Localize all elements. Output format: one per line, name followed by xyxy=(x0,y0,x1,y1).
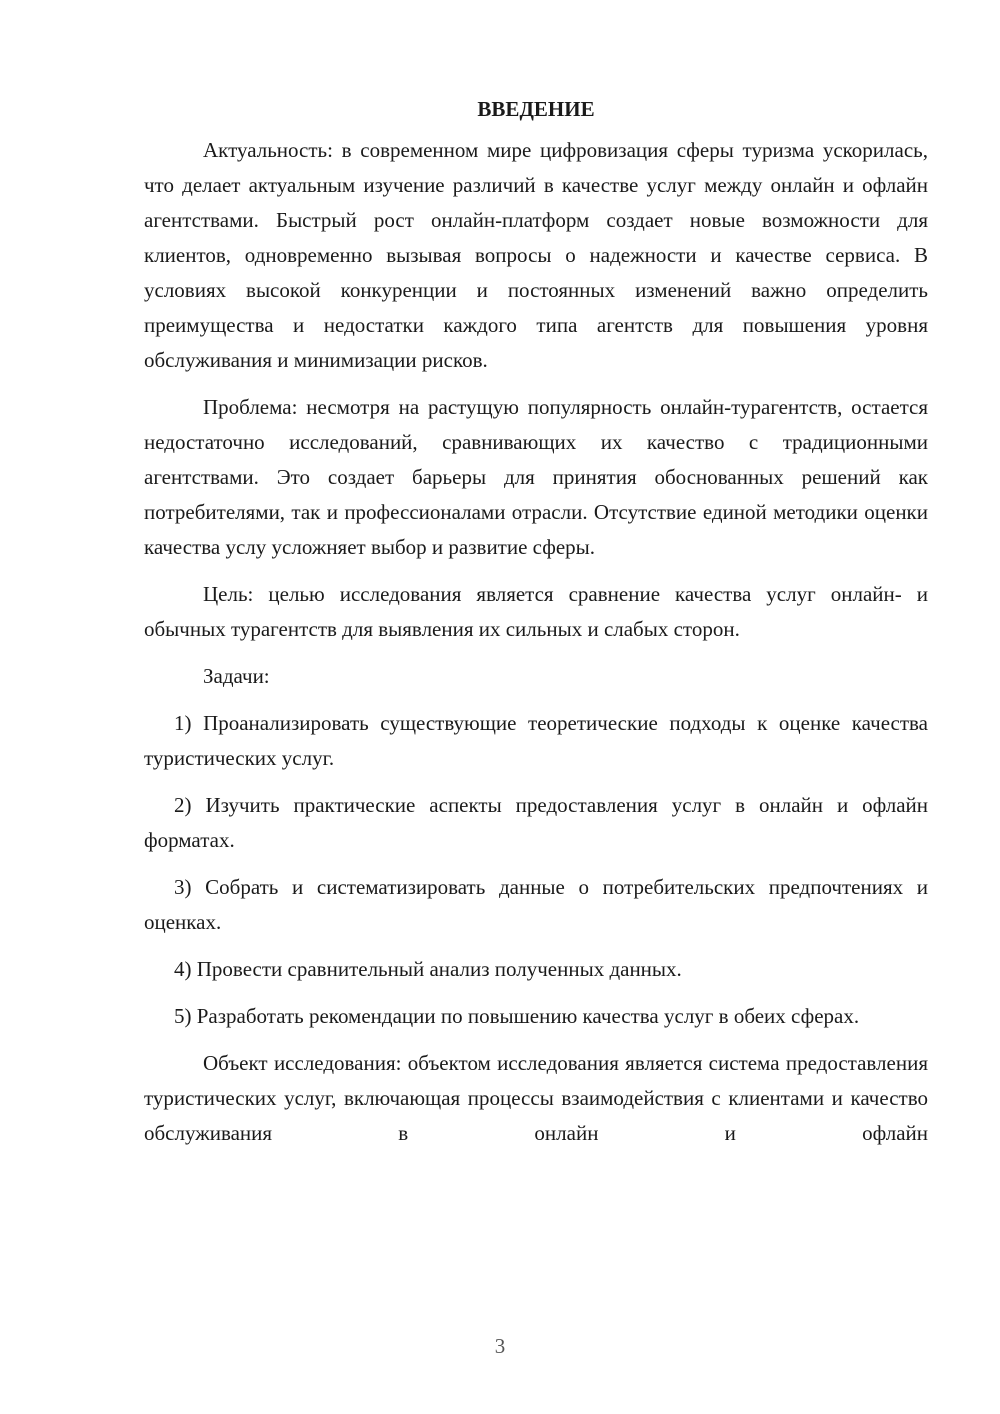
tasks-heading: Задачи: xyxy=(203,664,270,688)
task-item: 2) Изучить практические аспекты предоставления услуг в онлайн и офлайн форматах. xyxy=(144,793,928,852)
task-item: 1) Проанализировать существующие теоретические подходы к оценке качества туристических услуг. xyxy=(144,711,928,770)
goal-paragraph: Цель: целью исследования является сравнение качества услуг онлайн- и обычных турагентств для выявления их сильных и слабых сторон. xyxy=(144,582,928,641)
page-number: 3 xyxy=(494,1334,506,1358)
document-page xyxy=(144,92,928,1163)
object-paragraph: Объект исследования: объектом исследования является система предоставления туристических услуг, включающая процессы взаимодействия с клиентами и качество обслуживания в онлайн и офлайн xyxy=(144,1051,928,1145)
page-title: ВВЕДЕНИЕ xyxy=(477,97,595,121)
task-item: 4) Провести сравнительный анализ полученных данных. xyxy=(174,957,682,981)
task-item: 3) Собрать и систематизировать данные о потребительских предпочтениях и оценках. xyxy=(144,875,928,934)
problem-paragraph: Проблема: несмотря на растущую популярность онлайн-турагентств, остается недостаточно исследований, сравнивающих их качество с традиционными агентствами. Это создает барьеры для принятия обоснованных решений как потребителями, так и профессионалами отрасли. Отсутствие единой методики оценки качества услу усложняет выбор и развитие сферы. xyxy=(144,395,928,559)
task-item: 5) Разработать рекомендации по повышению качества услуг в обеих сферах. xyxy=(174,1004,860,1028)
relevance-paragraph: Актуальность: в современном мире цифровизация сферы туризма ускорилась, что делает актуальным изучение различий в качестве услуг между онлайн и офлайн агентствами. Быстрый рост онлайн-платформ создает новые возможности для клиентов, одновременно вызывая вопросы о надежности и качестве сервиса. В условиях высокой конкуренции и постоянных изменений важно определить преимущества и недостатки каждого типа агентств для повышения уровня обслуживания и минимизации рисков. xyxy=(144,138,928,372)
